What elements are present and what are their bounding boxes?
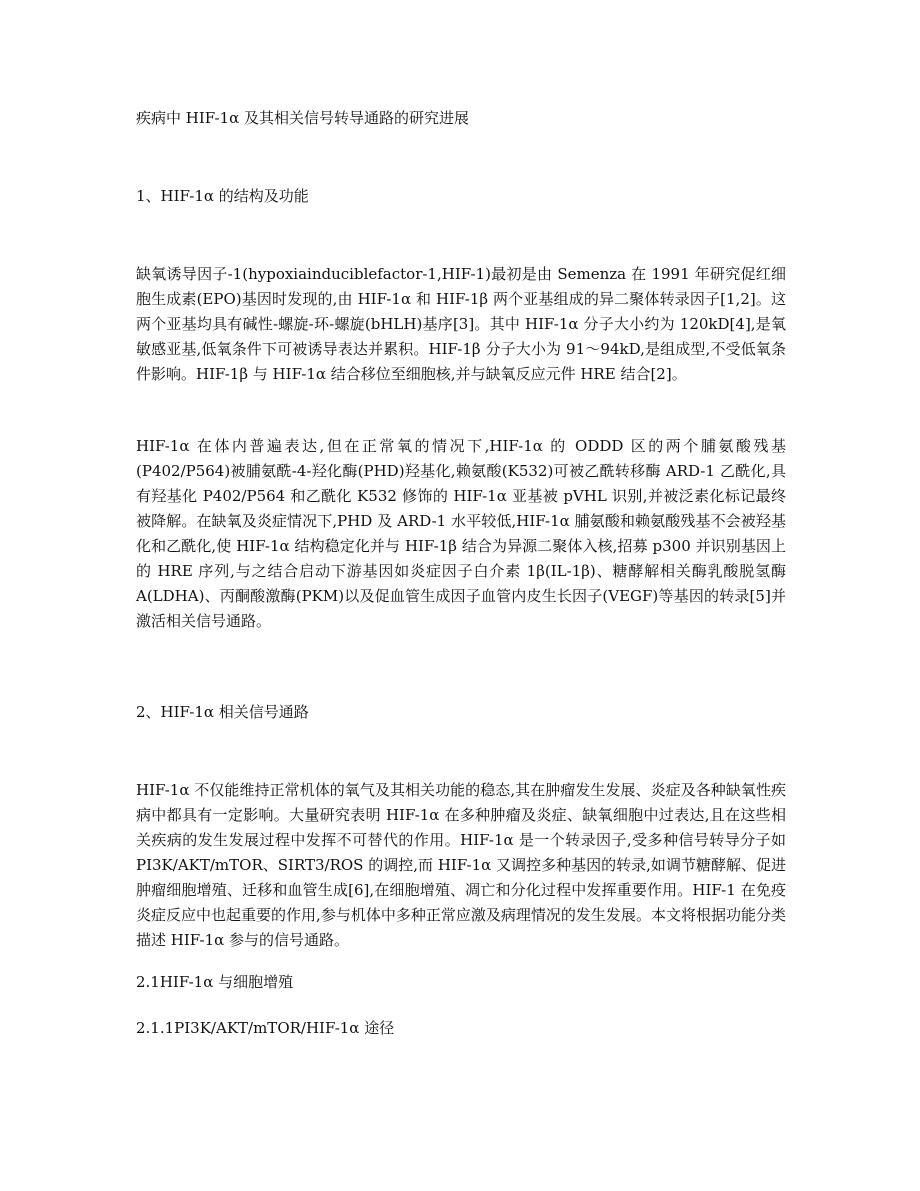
section-2-paragraph-1: HIF-1α 不仅能维持正常机体的氧气及其相关功能的稳态,其在肿瘤发生发展、炎症及各种缺氧性疾病中都具有一定影响。大量研究表明 HIF-1α 在多种肿瘤及炎症、缺氧细胞中过表达,且在这些相关疾病的发生发展过程中发挥不可替代的作用。HIF-1α 是一个转录因子,受多种信号转导分子如 PI3K/AKT/mTOR、SIRT3/ROS 的调控,而 HIF-1α 又调控多种基因的转录,如调节糖酵解、促进肿瘤细胞增殖、迁移和血管生成[6],在细胞增殖、凋亡和分化过程中发挥重要作用。HIF-1 在免疫炎症反应中也起重要的作用,参与机体中多种正常应激及病理情况的发生发展。本文将根据功能分类描述 HIF-1α 参与的信号通路。: [136, 781, 786, 949]
section-1-heading: 1、HIF-1α 的结构及功能: [136, 187, 309, 205]
section-1-paragraph-2: HIF-1α 在体内普遍表达,但在正常氧的情况下,HIF-1α 的 ODDD 区的两个脯氨酸残基(P402/P564)被脯氨酰-4-羟化酶(PHD)羟基化,赖氨酸(K532)可被乙酰转移酶 ARD-1 乙酰化,具有羟基化 P402/P564 和乙酰化 K532 修饰的 HIF-1α 亚基被 pVHL 识别,并被泛素化标记最终被降解。在缺氧及炎症情况下,PHD 及 ARD-1 水平较低,HIF-1α 脯氨酸和赖氨酸残基不会被羟基化和乙酰化,使 HIF-1α 结构稳定化并与 HIF-1β 结合为异源二聚体入核,招募 p300 并识别基因上的 HRE 序列,与之结合启动下游基因如炎症因子白介素 1β(IL-1β)、糖酵解相关酶乳酸脱氢酶 A(LDHA)、丙酮酸激酶(PKM)以及促血管生成因子血管内皮生长因子(VEGF)等基因的转录[5]并激活相关信号通路。: [136, 437, 786, 630]
document-title: 疾病中 HIF-1α 及其相关信号转导通路的研究进展: [136, 109, 470, 127]
subsection-2-1-1-heading: 2.1.1PI3K/AKT/mTOR/HIF-1α 途径: [136, 1019, 395, 1037]
subsection-2-1-heading: 2.1HIF-1α 与细胞增殖: [136, 973, 294, 991]
section-1-paragraph-1: 缺氧诱导因子-1(hypoxiainduciblefactor-1,HIF-1)最初是由 Semenza 在 1991 年研究促红细胞生成素(EPO)基因时发现的,由 HIF-1α 和 HIF-1β 两个亚基组成的异二聚体转录因子[1,2]。这两个亚基均具有碱性-螺旋-环-螺旋(bHLH)基序[3]。其中 HIF-1α 分子大小约为 120kD[4],是氧敏感亚基,低氧条件下可被诱导表达并累积。HIF-1β 分子大小为 91～94kD,是组成型,不受低氧条件影响。HIF-1β 与 HIF-1α 结合移位至细胞核,并与缺氧反应元件 HRE 结合[2]。: [136, 265, 786, 383]
section-2-heading: 2、HIF-1α 相关信号通路: [136, 703, 309, 721]
